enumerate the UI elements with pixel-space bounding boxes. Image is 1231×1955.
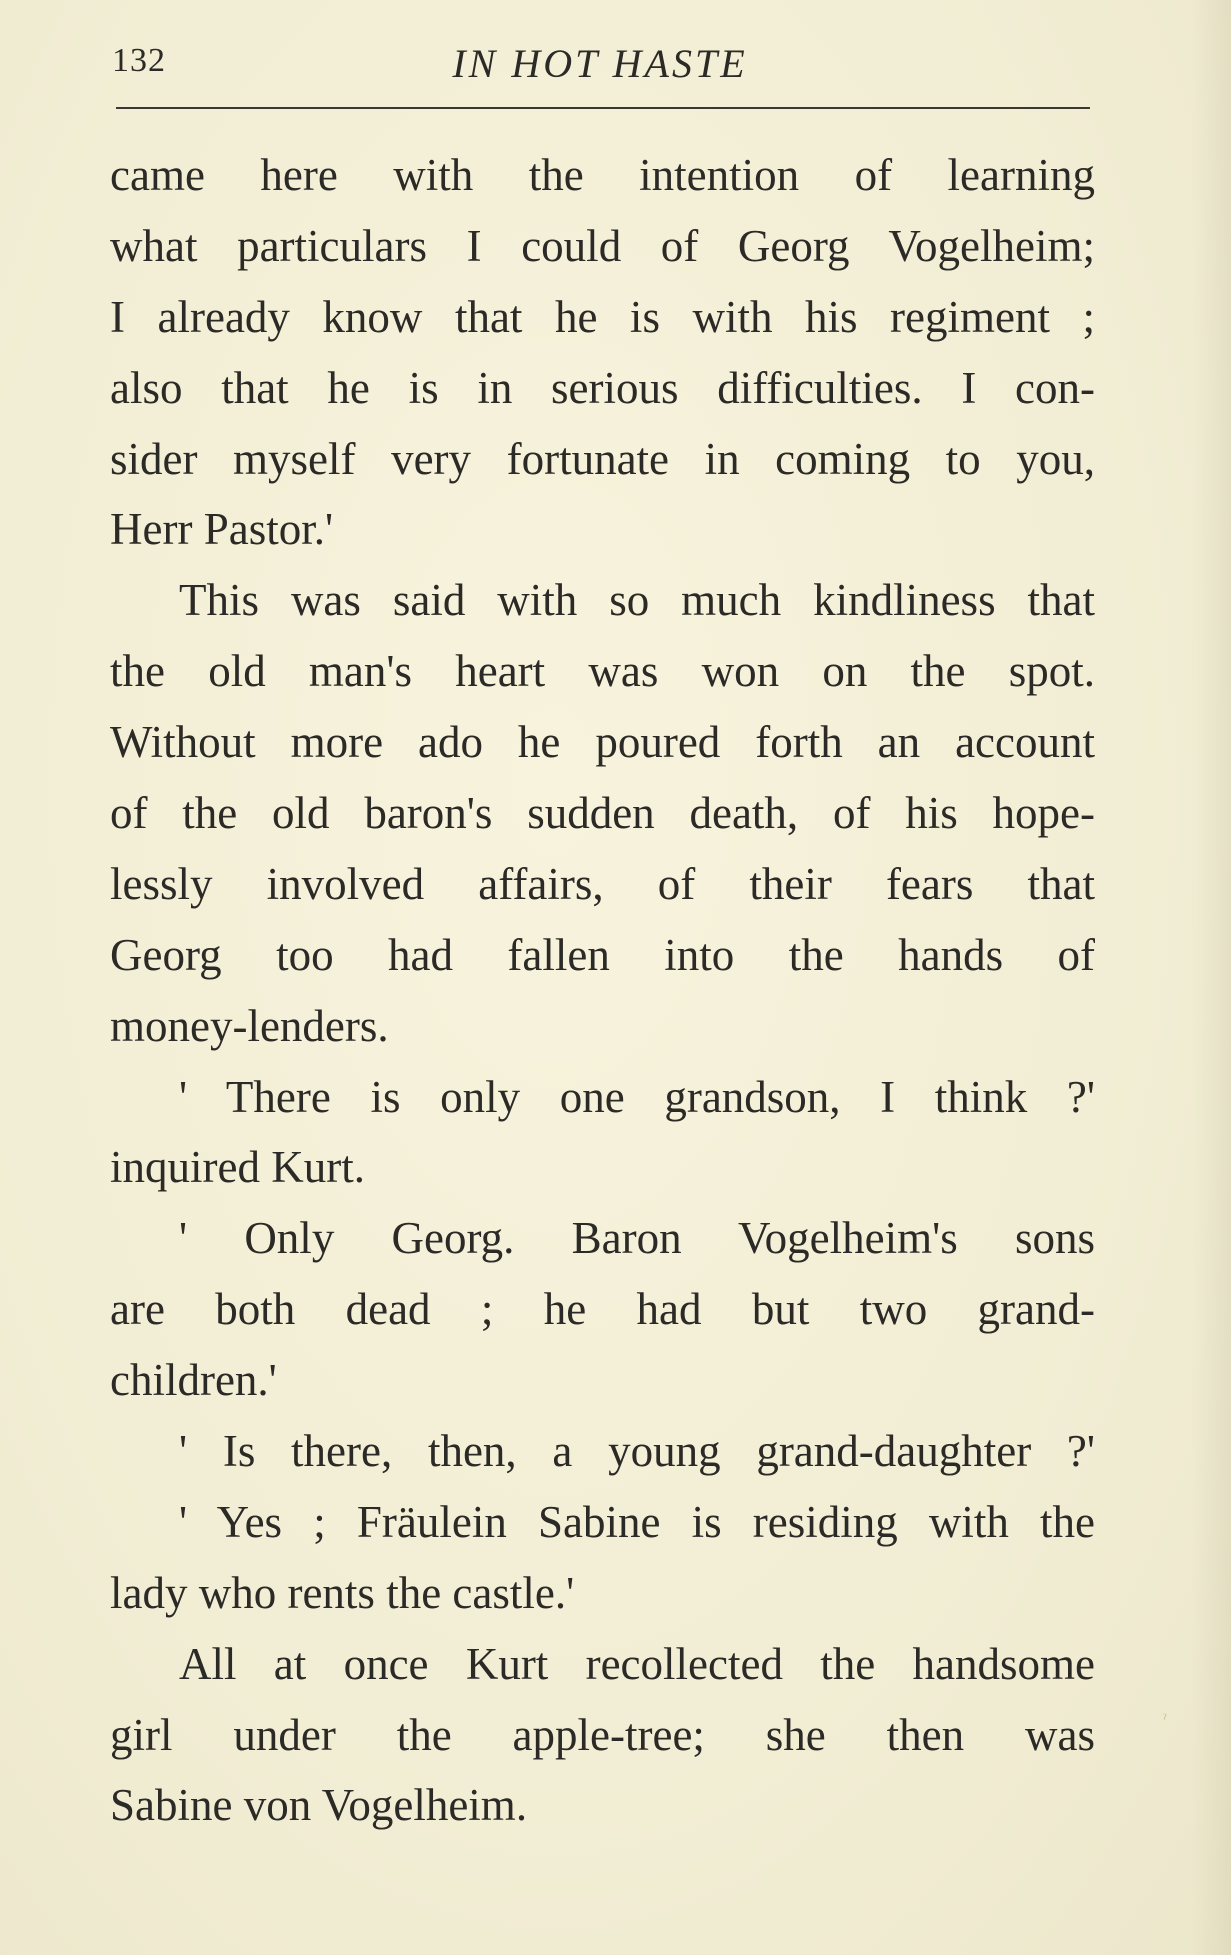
header-rule: [116, 107, 1090, 109]
body-text: [110, 140, 1095, 1841]
text-line: Georg too had fallen into the hands of: [110, 929, 1095, 980]
text-line: money-lenders.: [110, 1000, 389, 1051]
running-head-title: IN HOT HASTE: [452, 41, 748, 86]
text-line: ' Is there, then, a young grand-daughter ?': [179, 1426, 1095, 1477]
text-line: ' There is only one grandson, I think ?': [179, 1071, 1095, 1122]
text-line: lady who rents the castle.': [110, 1567, 575, 1618]
text-line: girl under the apple-tree; she then was: [110, 1709, 1095, 1760]
text-line: ' Only Georg. Baron Vogelheim's sons: [179, 1213, 1095, 1264]
text-line: came here with the intention of learning: [110, 150, 1095, 200]
text-line: also that he is in serious difficulties. I con-: [110, 362, 1095, 413]
text-line: are both dead ; he had but two grand-: [110, 1284, 1095, 1335]
text-line: what particulars I could of Georg Vogelheim;: [110, 220, 1095, 271]
text-line: All at once Kurt recollected the handsome: [179, 1638, 1095, 1689]
text-line: I already know that he is with his regiment ;: [110, 291, 1095, 342]
text-line: children.': [110, 1355, 277, 1406]
running-head: [112, 40, 1088, 90]
text-line: of the old baron's sudden death, of his hope-: [110, 788, 1095, 839]
text-line: inquired Kurt.: [110, 1142, 365, 1193]
text-line: sider myself very fortunate in coming to you,: [110, 433, 1095, 484]
text-line: This was said with so much kindliness that: [179, 575, 1095, 626]
text-line: Without more ado he poured forth an account: [110, 717, 1095, 768]
text-line: Sabine von Vogelheim.: [110, 1780, 528, 1831]
page-number: 132: [112, 42, 166, 79]
text-line: ' Yes ; Fräulein Sabine is residing with the: [179, 1496, 1095, 1547]
text-line: Herr Pastor.': [110, 504, 334, 555]
margin-mark: ˀ: [1163, 1712, 1167, 1727]
text-line: lessly involved affairs, of their fears that: [110, 858, 1095, 909]
page-edge-shadow: [1191, 0, 1231, 1955]
text-line: the old man's heart was won on the spot.: [110, 646, 1095, 697]
